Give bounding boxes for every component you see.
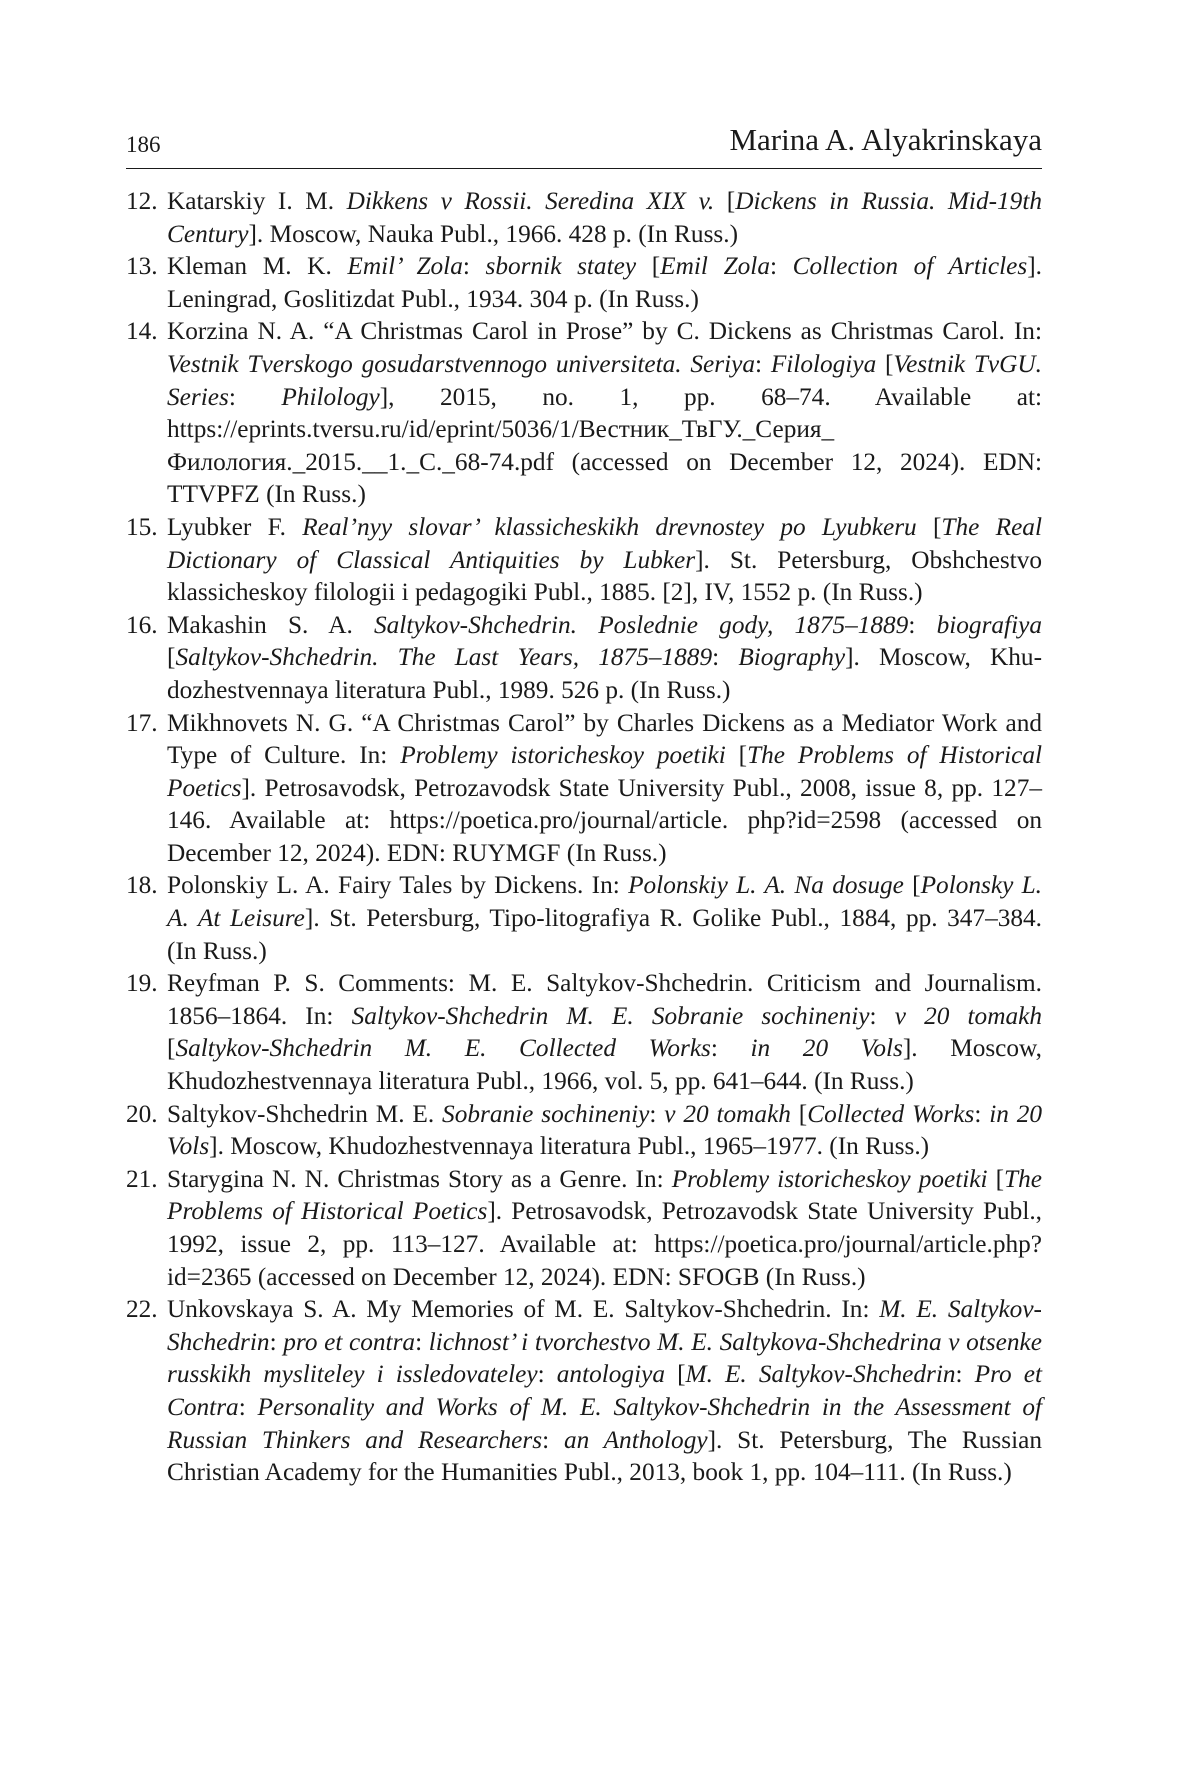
reference-italic-run: Vestnik TvGU. Series <box>167 349 1043 411</box>
reference-text-run: : <box>869 1001 895 1030</box>
reference-text-run: ]. Petrosavodsk, Petrozavodsk State University Publ., 2008, issue 8, pp. 127–146. Available at: https://poetica.pro/journal/article. php?id=2598 (accessed on December 12, 2024). EDN: RUYMGF (In Russ.) <box>167 773 1042 867</box>
reference-italic-run: Problemy istoricheskoy poetiki <box>671 1164 988 1193</box>
reference-italic-run: Collected Works <box>807 1099 975 1128</box>
reference-text-run: ]. Moscow, Khudozhestvennaya literatura Publ., 1966, vol. 5, pp. 641–644. (In Russ.) <box>167 1034 1043 1096</box>
reference-italic-run: Dikkens v Rossii. Seredina XIX v. <box>346 187 715 215</box>
reference-item <box>126 1098 1042 1163</box>
reference-text-run: : <box>649 1099 665 1128</box>
reference-italic-run: Philology <box>281 382 380 411</box>
reference-text-run: : <box>908 610 937 639</box>
reference-number: 21. <box>126 1164 158 1193</box>
reference-text-run: ]. Petrosavodsk, Petrozavodsk State University Publ., 1992, issue 2, pp. 113–127. Available at: https://poetica.pro/journal/article.php?id=2365 (accessed on December 12, 2024). EDN: SFOGB (In Russ.) <box>167 1197 1042 1291</box>
reference-text-run: : <box>537 1360 557 1389</box>
reference-italic-run: Personality and Works of M. E. Saltykov-Shchedrin in the Assessment of Russian Thinkers and Researchers <box>167 1392 1042 1454</box>
reference-number: 18. <box>126 871 158 900</box>
reference-number: 19. <box>126 969 158 998</box>
reference-text-run: Katarskiy I. M. <box>167 187 347 215</box>
reference-text-run: ]. Moscow, Nauka Publ., 1966. 428 p. (In Russ.) <box>248 219 739 248</box>
reference-italic-run: Polonsky L. A. At Leisure <box>167 871 1043 933</box>
reference-text-run: : <box>228 382 282 411</box>
reference-text-run: [ <box>916 512 942 541</box>
reference-text-run: ]. St. Petersburg, Tipo-litografiya R. Golike Publ., 1884, pp. 347–384. (In Russ.) <box>167 904 1042 965</box>
reference-italic-run: Real’nyy slovar’ klassicheskikh drevnostey po Lyubkeru <box>302 512 917 541</box>
reference-text-run: [ <box>167 643 176 672</box>
reference-number: 17. <box>126 708 158 737</box>
reference-text-run: ], 2015, no. 1, pp. 68–74. Available at: https://eprints.tversu.ru/id/eprint/5036/1/Вестник_ТвГУ._Серия_ Филология._2015.__1._С._68-74.pdf (accessed on December 12, 2024). EDN: TTVPFZ (In Russ.) <box>167 382 1042 509</box>
reference-text <box>167 317 1042 508</box>
reference-text-run: [ <box>167 1034 176 1063</box>
reference-text-run: Reyfman P. S. Comments: M. E. Saltykov-Shchedrin. Criticism and Journalism. 1856–1864. In: <box>167 969 1042 1030</box>
reference-item <box>126 315 1042 511</box>
reference-item <box>126 609 1042 707</box>
reference-text <box>167 1295 1042 1486</box>
reference-italic-run: an Anthology <box>563 1425 708 1454</box>
reference-item <box>126 1293 1042 1489</box>
reference-italic-run: biografiya <box>936 610 1042 639</box>
reference-text-run: : <box>238 1392 258 1421</box>
reference-item <box>126 707 1042 870</box>
reference-text-run: Kleman M. K. <box>167 252 348 281</box>
reference-italic-run: pro et contra <box>283 1327 416 1356</box>
reference-text <box>167 969 1042 1095</box>
reference-text-run: : <box>710 1034 751 1063</box>
reference-italic-run: Sobranie sochineniy <box>442 1099 650 1128</box>
reference-text-run: Korzina N. A. “A Christmas Carol in Prose” by C. Dickens as Christmas Carol. In: <box>167 317 1042 346</box>
reference-italic-run: Saltykov-Shchedrin M. E. Collected Works <box>175 1034 711 1063</box>
reference-text-run: ]. St. Petersburg, Obshchestvo klassicheskoy filologii i pedagogiki Publ., 1885. [2], IV, 1552 p. (In Russ.) <box>167 545 1042 607</box>
reference-text-run: Starygina N. N. Christmas Story as a Genre. In: <box>167 1164 672 1193</box>
reference-text-run: : <box>955 1360 975 1389</box>
reference-item <box>126 250 1042 315</box>
reference-italic-run: v 20 tomakh <box>664 1099 791 1128</box>
running-head-author: Marina A. Alyakrinskaya <box>729 122 1042 157</box>
reference-italic-run: Vestnik Tverskogo gosudarstvennogo universiteta. Seriya <box>167 349 756 378</box>
reference-italic-run: Emil’ Zola <box>347 252 463 281</box>
reference-italic-run: The Problems of Historical Poetics <box>167 1164 1042 1226</box>
reference-text <box>167 1165 1042 1291</box>
reference-number: 22. <box>126 1295 158 1324</box>
reference-italic-run: The Real Dictionary of Classical Antiquities by Lubker <box>167 512 1042 574</box>
reference-text-run: Saltykov-Shchedrin M. E. <box>167 1099 443 1128</box>
reference-item <box>126 185 1042 250</box>
reference-text <box>167 187 1042 248</box>
reference-text <box>167 1100 1042 1161</box>
reference-italic-run: Saltykov-Shchedrin M. E. Sobranie sochineniy <box>351 1001 870 1030</box>
reference-italic-run: M. E. Saltykov-Shchedrin <box>167 1295 1042 1356</box>
reference-number: 16. <box>126 610 158 639</box>
reference-text-run: Polonskiy L. A. Fairy Tales by Dickens. In: <box>167 871 629 900</box>
reference-text-run: [ <box>725 741 748 770</box>
reference-italic-run: v 20 tomakh <box>894 1001 1042 1030</box>
reference-text-run: [ <box>636 252 661 281</box>
reference-text <box>167 871 1042 964</box>
reference-text-run: [ <box>714 187 736 215</box>
reference-item <box>126 511 1042 609</box>
reference-text-run: Mikhnovets N. G. “A Christmas Carol” by Charles Dickens as a Mediator Work and Type of Culture. In: <box>167 708 1042 770</box>
reference-italic-run: in 20 Vols <box>167 1099 1042 1161</box>
reference-italic-run: Collection of Articles <box>792 252 1028 281</box>
reference-italic-run: in 20 Vols <box>750 1034 903 1063</box>
reference-italic-run: antologiya <box>556 1360 665 1389</box>
reference-italic-run: M. E. Saltykov-Shchedrin <box>685 1360 956 1389</box>
reference-text-run: : <box>462 252 486 281</box>
reference-text-run: : <box>542 1425 564 1454</box>
reference-italic-run: Filologiya <box>770 349 877 378</box>
reference-italic-run: Problemy istoricheskoy poetiki <box>400 741 726 770</box>
reference-text-run: [ <box>664 1360 686 1389</box>
reference-item <box>126 1163 1042 1293</box>
reference-text <box>167 513 1042 606</box>
reference-number: 14. <box>126 317 158 346</box>
reference-text-run: : <box>712 643 739 672</box>
reference-text <box>167 252 1042 313</box>
reference-number: 20. <box>126 1099 158 1128</box>
reference-text <box>167 611 1042 704</box>
reference-text <box>167 709 1042 867</box>
reference-text-run: ]. St. Petersburg, The Russian Christian Academy for the Humanities Publ., 2013, book 1, pp. 104–111. (In Russ.) <box>167 1425 1042 1487</box>
reference-text-run: ]. Moscow, Khudozhestvennaya literatura Publ., 1989. 526 p. (In Russ.) <box>167 643 1042 704</box>
reference-text-run: : <box>415 1327 429 1356</box>
reference-text-run: Unkovskaya S. A. My Memories of M. E. Saltykov-Shchedrin. In: <box>167 1295 880 1324</box>
reference-number: 12. <box>126 187 158 215</box>
reference-item <box>126 869 1042 967</box>
page-number: 186 <box>126 132 161 157</box>
reference-text-run: Lyubker F. <box>167 512 303 541</box>
reference-number: 15. <box>126 512 158 541</box>
reference-text-run: [ <box>903 871 921 900</box>
reference-text-run: : <box>974 1099 990 1128</box>
reference-text-run: ]. Moscow, Khudozhestvennaya literatura Publ., 1965–1977. (In Russ.) <box>209 1132 930 1161</box>
reference-text-run: [ <box>876 349 894 378</box>
reference-italic-run: Emil Zola <box>660 252 770 281</box>
reference-italic-run: Polonskiy L. A. Na dosuge <box>628 871 904 900</box>
reference-text-run: Makashin S. A. <box>167 610 374 639</box>
reference-list <box>126 185 1042 1489</box>
reference-text-run: ]. Leningrad, Goslitizdat Publ., 1934. 304 p. (In Russ.) <box>167 252 1042 313</box>
reference-text-run: : <box>755 349 771 378</box>
reference-italic-run: Saltykov-Shchedrin. The Last Years, 1875–1889 <box>175 643 713 672</box>
reference-item <box>126 967 1042 1097</box>
reference-italic-run: Saltykov-Shchedrin. Poslednie gody, 1875–1889 <box>374 610 909 639</box>
reference-italic-run: Biography <box>738 643 846 672</box>
reference-italic-run: lichnost’ i tvorchestvo M. E. Saltykova-Shchedrina v otsenke russkikh mysliteley i issledovateley <box>167 1327 1042 1389</box>
reference-italic-run: Pro et Contra <box>167 1360 1043 1421</box>
reference-italic-run: Dickens in Russia. Mid-19th Century <box>167 187 1042 248</box>
reference-italic-run: sbornik statey <box>485 252 637 281</box>
reference-text-run: : <box>769 252 793 281</box>
reference-text-run: : <box>269 1327 284 1356</box>
reference-number: 13. <box>126 252 158 281</box>
reference-text-run: [ <box>790 1099 808 1128</box>
reference-italic-run: The Problems of Historical Poetics <box>167 741 1043 802</box>
reference-text-run: [ <box>987 1164 1005 1193</box>
running-header <box>126 118 1042 169</box>
